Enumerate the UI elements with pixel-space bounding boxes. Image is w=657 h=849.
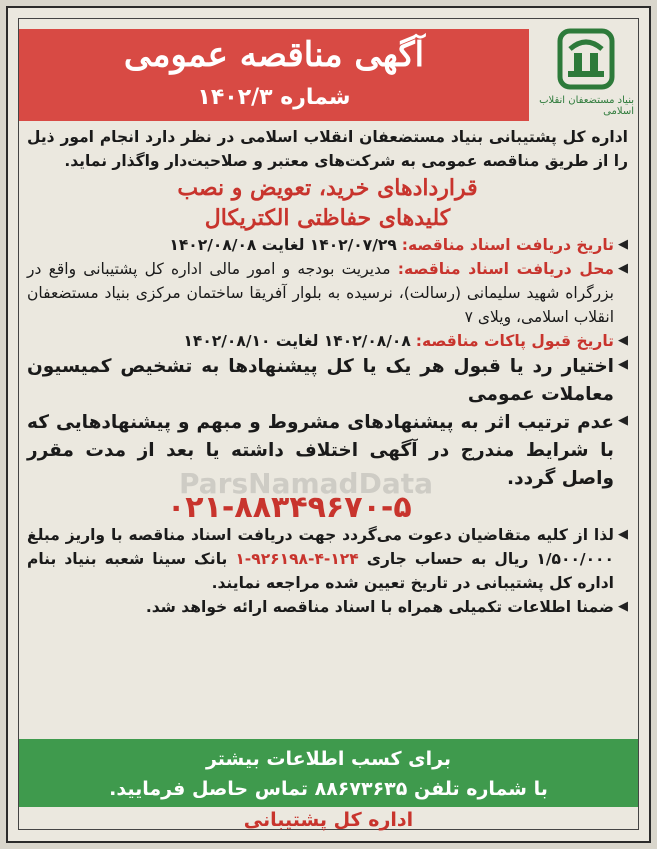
bullet-arrow-icon: ◀ bbox=[618, 333, 628, 348]
bullet-arrow-icon: ◀ bbox=[618, 357, 628, 372]
logo-caption: بنیاد مستضعفان انقلاب اسلامی bbox=[539, 95, 634, 117]
receive-place-label: محل دریافت اسناد مناقصه: bbox=[397, 260, 614, 278]
bullet-arrow-icon: ◀ bbox=[618, 261, 628, 276]
reject-note: اختیار رد یا قبول هر یک یا کل پیشنهادها به تشخیص کمیسیون معاملات عمومی bbox=[27, 356, 614, 405]
contact-line-2: با شماره تلفن ۸۸۶۷۳۶۳۵ تماس حاصل فرمایید. bbox=[109, 778, 548, 800]
receive-date-value: ۱۴۰۲/۰۷/۲۹ لغایت ۱۴۰۲/۰۸/۰۸ bbox=[169, 236, 397, 254]
conditional-note: عدم ترتیب اثر به پیشنهادهای مشروط و مبهم و پیشنهادهایی که با شرایط مندرج در آگهی اختلاف داشته یا بعد از مدت مقرر واصل گردد. bbox=[27, 412, 614, 489]
accept-date-item bbox=[27, 329, 628, 353]
contact-banner bbox=[19, 739, 638, 807]
receive-date-item bbox=[27, 233, 628, 257]
accept-date-value: ۱۴۰۲/۰۸/۰۸ لغایت ۱۴۰۲/۰۸/۱۰ bbox=[183, 332, 411, 350]
extra-info: ضمنا اطلاعات تکمیلی همراه با اسناد مناقصه ارائه خواهد شد. bbox=[145, 598, 614, 616]
deposit-amount: ۱/۵۰۰/۰۰۰ bbox=[536, 550, 614, 568]
newspaper-clipping bbox=[6, 6, 651, 843]
phone-number: ۰۲۱-۸۸۳۴۹۶۷۰-۵ bbox=[167, 490, 412, 525]
bullet-arrow-icon: ◀ bbox=[618, 527, 628, 542]
watermark: ParsNamadData bbox=[179, 467, 433, 500]
receive-date-label: تاریخ دریافت اسناد مناقصه: bbox=[401, 236, 614, 254]
contact-line-1: برای کسب اطلاعات بیشتر bbox=[205, 748, 452, 770]
intro-paragraph: اداره کل پشتیبانی بنیاد مستضعفان انقلاب اسلامی در نظر دارد انجام امور ذیل را از طریق مناقصه عمومی به شرکت‌های معتبر و صلاحیت‌دار واگذار نماید. bbox=[27, 128, 628, 170]
foundation-logo bbox=[538, 27, 634, 119]
extra-info-item bbox=[27, 595, 628, 619]
contract-title-1: قراردادهای خرید، تعویض و نصب bbox=[177, 175, 478, 201]
receive-place-value: مدیریت بودجه و امور مالی اداره کل پشتیبانی واقع در بزرگراه شهید سلیمانی (رسالت)، نرسیده به بلوار آفریقا ساختمان مرکزی بنیاد مستضعفان انقلاب اسلامی، ویلای ۷ bbox=[27, 260, 614, 326]
ad-header bbox=[19, 19, 638, 123]
ad-number: شماره ۱۴۰۲/۳ bbox=[197, 85, 351, 110]
ad-frame bbox=[18, 18, 639, 830]
ad-title: آگهی مناقصه عمومی bbox=[123, 35, 425, 75]
deposit-note-3: بانک سینا شعبه بنیاد بنام اداره کل پشتیبانی در تاریخ تعیین شده مراجعه نمایند. bbox=[27, 550, 614, 592]
deposit-note-1: لذا از کلیه متقاضیان دعوت می‌گردد جهت دریافت اسناد مناقصه با واریز مبلغ bbox=[27, 526, 614, 544]
reject-note-item bbox=[27, 353, 628, 409]
receive-place-item bbox=[27, 257, 628, 329]
contract-title-2: کلیدهای حفاظتی الکتریکال bbox=[204, 205, 451, 231]
bullet-arrow-icon: ◀ bbox=[618, 237, 628, 252]
account-number: ۱۲۴-۴-۹۲۶۱۹۸-۱ bbox=[235, 550, 359, 568]
deposit-item bbox=[27, 523, 628, 595]
issuer-footer: اداره کل پشتیبانی bbox=[243, 809, 414, 831]
ad-body bbox=[19, 125, 638, 619]
title-banner bbox=[19, 29, 529, 121]
deposit-note-2: ریال به حساب جاری bbox=[366, 550, 529, 568]
bullet-arrow-icon: ◀ bbox=[618, 413, 628, 428]
bullet-arrow-icon: ◀ bbox=[618, 599, 628, 614]
accept-date-label: تاریخ قبول پاکات مناقصه: bbox=[415, 332, 614, 350]
foundation-emblem-icon bbox=[554, 27, 618, 91]
